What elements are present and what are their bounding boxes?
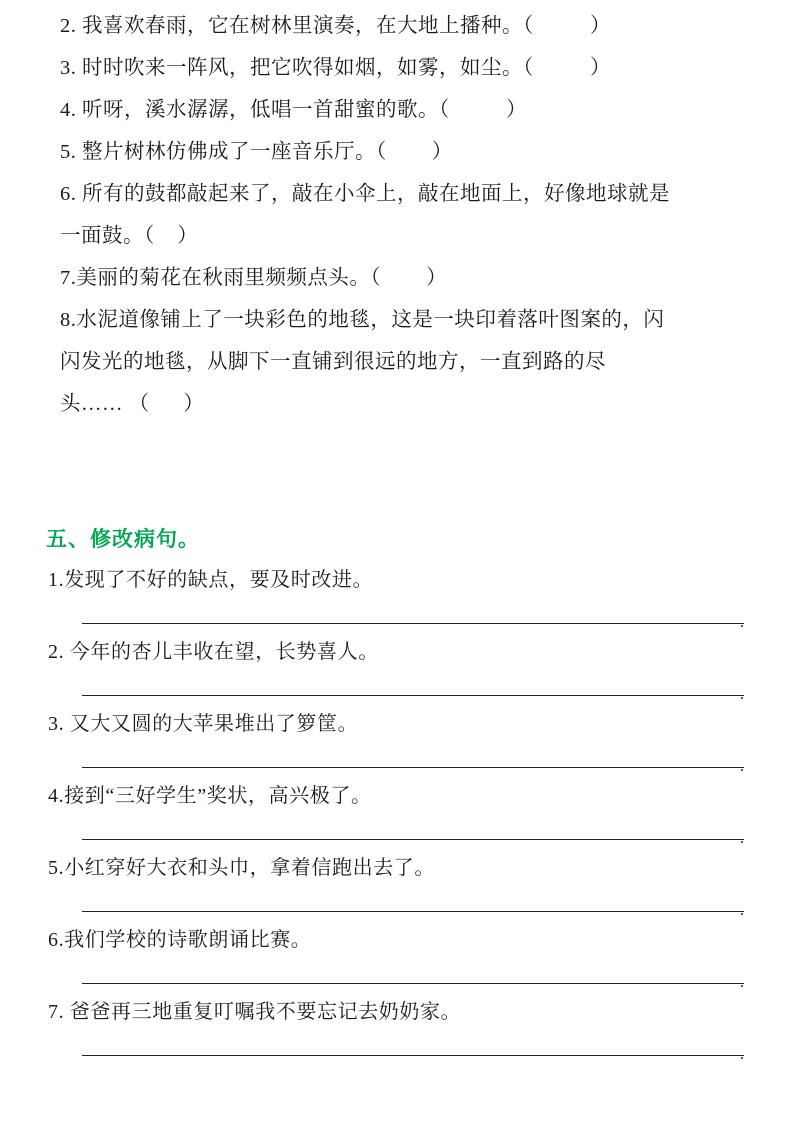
page-title: 五、修改病句。 <box>46 527 200 551</box>
answer-line[interactable] <box>46 1030 754 1064</box>
answer-line[interactable] <box>46 886 754 920</box>
list-item <box>46 850 754 920</box>
period-mark: . <box>739 972 744 991</box>
period-mark: . <box>739 684 744 703</box>
period-mark: . <box>739 756 744 775</box>
period-mark: . <box>739 612 744 631</box>
list-item: 2. 我喜欢春雨，它在树林里演奏，在大地上播种。（ ） <box>60 15 611 37</box>
list-item-continuation: 一面鼓。（ ） <box>60 225 199 247</box>
period-mark: . <box>739 1044 744 1063</box>
question-text: 6.我们学校的诗歌朗诵比赛。 <box>48 929 312 951</box>
list-item: 8.水泥道像铺上了一块彩色的地毯，这是一块印着落叶图案的，闪 <box>60 309 665 331</box>
list-item <box>46 778 754 848</box>
list-item-continuation: 闪发光的地毯，从脚下一直铺到很远的地方，一直到路的尽 <box>60 351 606 373</box>
question-text: 5.小红穿好大衣和头巾，拿着信跑出去了。 <box>48 857 435 879</box>
section-spacer <box>46 426 754 522</box>
list-item <box>46 922 754 992</box>
list-item <box>46 706 754 776</box>
list-item: 4. 听呀，溪水潺潺，低唱一首甜蜜的歌。（ ） <box>60 99 527 121</box>
answer-line[interactable] <box>46 670 754 704</box>
answer-line[interactable] <box>46 742 754 776</box>
revise-sentence-list <box>46 562 754 1064</box>
answer-line[interactable] <box>46 958 754 992</box>
question-text: 7. 爸爸再三地重复叮嘱我不要忘记去奶奶家。 <box>48 1001 462 1023</box>
list-item: 5. 整片树林仿佛成了一座音乐厅。（ ） <box>60 141 453 163</box>
question-text: 1.发现了不好的缺点，要及时改进。 <box>48 569 374 591</box>
question-text: 2. 今年的杏儿丰收在望，长势喜人。 <box>48 641 379 663</box>
period-mark: . <box>739 900 744 919</box>
list-item: 7.美丽的菊花在秋雨里频频点头。（ ） <box>60 267 448 289</box>
period-mark: . <box>739 828 744 847</box>
list-item <box>46 562 754 632</box>
question-text: 3. 又大又圆的大苹果堆出了箩筐。 <box>48 713 359 735</box>
list-item: 3. 时时吹来一阵风，把它吹得如烟，如雾，如尘。（ ） <box>60 57 611 79</box>
list-item <box>46 994 754 1064</box>
list-item-continuation: 头…… （ ） <box>60 393 205 415</box>
list-item: 6. 所有的鼓都敲起来了，敲在小伞上，敲在地面上，好像地球就是 <box>60 183 670 205</box>
answer-line[interactable] <box>46 598 754 632</box>
judgement-list <box>46 6 754 424</box>
question-text: 4.接到“三好学生”奖状，高兴极了。 <box>48 785 372 807</box>
answer-line[interactable] <box>46 814 754 848</box>
list-item <box>46 634 754 704</box>
